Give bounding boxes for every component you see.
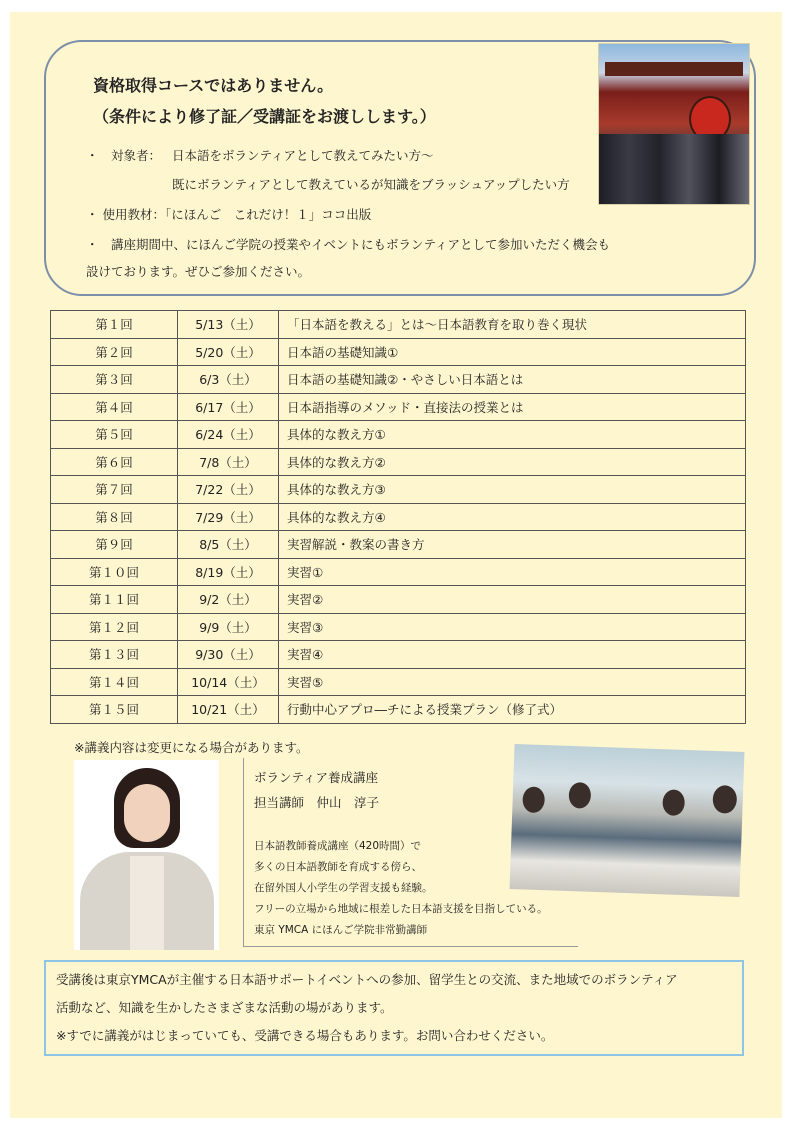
session-number: 第１回 [51,311,178,339]
session-date: 5/20（土） [178,338,279,366]
session-topic: 実習② [279,586,746,614]
session-topic: 実習⑤ [279,668,746,696]
session-topic: 具体的な教え方③ [279,476,746,504]
session-date: 7/29（土） [178,503,279,531]
table-row [51,421,746,449]
target-line-2: 既にボランティアとして教えているが知識をブラッシュアップしたい方 [172,177,570,192]
session-topic: 日本語指導のメソッド・直接法の授業とは [279,393,746,421]
session-date: 8/5（土） [178,531,279,559]
session-number: 第５回 [51,421,178,449]
session-topic: 日本語の基礎知識① [279,338,746,366]
session-topic: 行動中心アプロ―チによる授業プラン（修了式） [279,696,746,724]
table-row [51,586,746,614]
session-topic: 具体的な教え方② [279,448,746,476]
sensoji-group-photo [598,43,750,205]
session-date: 6/17（土） [178,393,279,421]
session-topic: 実習④ [279,641,746,669]
portrait-face [124,784,170,842]
session-date: 6/3（土） [178,366,279,394]
session-date: 5/13（土） [178,311,279,339]
session-date: 6/24（土） [178,421,279,449]
table-row [51,641,746,669]
table-row [51,366,746,394]
gate-roof [605,62,743,76]
schedule-note: ※講義内容は変更になる場合があります。 [74,740,309,755]
after-course-box [44,960,744,1056]
bio-line: フリーの立場から地域に根差した日本語支援を目指している。 [254,903,548,915]
session-number: 第１２回 [51,613,178,641]
table-row [51,503,746,531]
session-topic: 実習解説・教案の書き方 [279,531,746,559]
instructor-portrait [74,760,219,950]
table-row [51,311,746,339]
student-head [568,782,591,809]
session-date: 7/22（土） [178,476,279,504]
session-number: 第１０回 [51,558,178,586]
session-number: 第１５回 [51,696,178,724]
student-head [712,785,737,814]
session-date: 10/21（土） [178,696,279,724]
session-number: 第２回 [51,338,178,366]
session-number: 第６回 [51,448,178,476]
table-row [51,393,746,421]
session-number: 第１１回 [51,586,178,614]
table-row [51,696,746,724]
classroom-photo [510,744,745,897]
instructor-name: 担当講師 仲山 淳子 [254,795,380,810]
session-number: 第４回 [51,393,178,421]
session-date: 8/19（土） [178,558,279,586]
session-date: 9/9（土） [178,613,279,641]
period-line-1: ・ 講座期間中、にほんご学院の授業やイベントにもボランティアとして参加いただく機会も [86,237,611,252]
session-topic: 日本語の基礎知識②・やさしい日本語とは [279,366,746,394]
session-topic: 具体的な教え方④ [279,503,746,531]
session-date: 10/14（土） [178,668,279,696]
session-number: 第９回 [51,531,178,559]
session-date: 7/8（土） [178,448,279,476]
after-course-line-2: 活動など、知識を生かしたさまざまな活動の場があります。 [56,1000,393,1015]
textbook-line: ・ 使用教材：「にほんご これだけ！１」ココ出版 [86,207,372,222]
period-line-2: 設けております。ぜひご参加ください。 [86,264,311,279]
session-number: 第１４回 [51,668,178,696]
intro-subtitle: （条件により修了証／受講証をお渡しします。） [93,107,436,126]
target-line-1: 日本語をボランティアとして教えてみたい方～ [172,148,434,163]
bio-line: 東京 YMCA にほんご学院非常勤講師 [254,924,428,936]
table-row [51,668,746,696]
session-number: 第７回 [51,476,178,504]
group-of-students [599,134,749,204]
session-date: 9/2（土） [178,586,279,614]
table-row [51,558,746,586]
session-topic: 「日本語を教える」とは～日本語教育を取り巻く現状 [279,311,746,339]
session-date: 9/30（土） [178,641,279,669]
after-course-line-1: 受講後は東京YMCAが主催する日本語サポートイベントへの参加、留学生との交流、また地域でのボランティア [56,972,678,987]
table-row [51,448,746,476]
intro-title: 資格取得コースではありません。 [93,76,334,95]
table-row [51,531,746,559]
after-course-line-3: ※すでに講義がはじまっていても、受講できる場合もあります。お問い合わせください。 [56,1028,554,1043]
table-row [51,613,746,641]
target-label: ・ 対象者： [86,148,162,163]
session-number: 第３回 [51,366,178,394]
session-topic: 実習③ [279,613,746,641]
session-topic: 実習① [279,558,746,586]
session-topic: 具体的な教え方① [279,421,746,449]
table-row [51,476,746,504]
table-row [51,338,746,366]
bio-line: 在留外国人小学生の学習支援も経験。 [254,882,433,894]
portrait-blouse [130,856,164,950]
schedule-table [50,310,746,724]
session-number: 第８回 [51,503,178,531]
student-head [662,789,685,816]
bio-line: 多くの日本語教師を育成する傍ら、 [254,861,422,873]
instructor-bio [254,836,548,941]
session-number: 第１３回 [51,641,178,669]
bio-line: 日本語教師養成講座（420時間）で [254,840,422,852]
course-name: ボランティア養成講座 [254,770,379,785]
student-head [522,786,545,813]
